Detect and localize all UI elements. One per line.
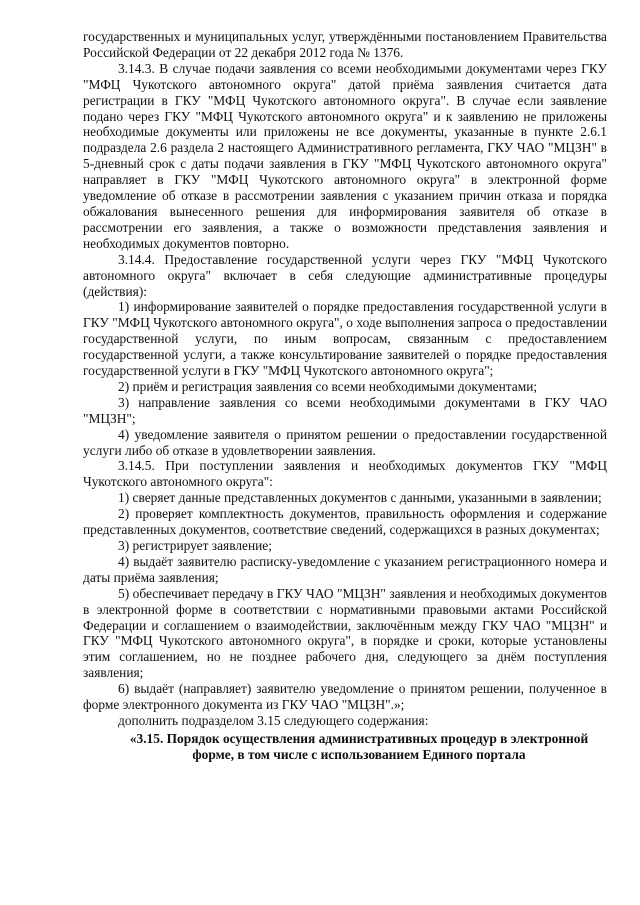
list-item-3-14-5-6: 6) выдаёт (направляет) заявителю уведомление о принятом решении, полученное в форме электронного документа из ГКУ ЧАО "МЦЗН".»; bbox=[83, 681, 607, 713]
list-item-3-14-5-2: 2) проверяет комплектность документов, правильность оформления и содержание представленных документов, соответствие сведений, содержащихся в разных документах; bbox=[83, 506, 607, 538]
section-heading-3-15: «3.15. Порядок осуществления административных процедур в электронной форме, в том числе с использованием Единого портала bbox=[129, 730, 589, 762]
list-item-3-14-5-5: 5) обеспечивает передачу в ГКУ ЧАО "МЦЗН" заявления и необходимых документов в электронной форме в соответствии с нормативными правовыми актами Российской Федерации и соглашением о взаимодействии, заключённым между ГКУ ЧАО "МЦЗН" и ГКУ "МФЦ Чукотского автономного округа", в порядке и сроки, которые установлены этим соглашением, но не позднее рабочего дня, следующего за днём поступления заявления; bbox=[83, 585, 607, 681]
paragraph-3-14-5: 3.14.5. При поступлении заявления и необходимых документов ГКУ "МФЦ Чукотского автономного округа": bbox=[83, 458, 607, 490]
document-page bbox=[83, 29, 607, 763]
list-item-3-14-5-4: 4) выдаёт заявителю расписку-уведомление с указанием регистрационного номера и даты приёма заявления; bbox=[83, 553, 607, 585]
list-item-3-14-5-1: 1) сверяет данные представленных документов с данными, указанными в заявлении; bbox=[118, 490, 602, 506]
amendment-instruction: дополнить подразделом 3.15 следующего содержания: bbox=[118, 712, 429, 728]
list-item-3-14-4-4: 4) уведомление заявителя о принятом решении о предоставлении государственной услуги либо об отказе в удовлетворении заявления. bbox=[83, 426, 607, 458]
list-item-3-14-4-1: 1) информирование заявителей о порядке предоставления государственной услуги в ГКУ "МФЦ Чукотского автономного округа", о ходе выполнения запроса о предоставлении государственной услуги, по иным вопросам, связанным с предоставлением государственной услуги, а также консультирование заявителей о порядке предоставления государственной услуги в ГКУ "МФЦ Чукотского автономного округа"; bbox=[83, 299, 607, 379]
paragraph-3-14-3: 3.14.3. В случае подачи заявления со всеми необходимыми документами через ГКУ "МФЦ Чукотского автономного округа" датой приёма заявления считается дата регистрации в ГКУ "МФЦ Чукотского автономного округа". В случае если заявление подано через ГКУ "МФЦ Чукотского автономного округа" и к заявлению не приложены необходимые документы или приложены не все документы, указанные в пункте 2.6.1 подраздела 2.6 раздела 2 настоящего Административного регламента, ГКУ ЧАО "МЦЗН" в 5-дневный срок с даты подачи заявления в ГКУ "МФЦ Чукотского автономного округа" направляет в ГКУ "МФЦ Чукотского автономного округа" в электронной форме уведомление об отказе в рассмотрении заявления с указанием причин отказа и порядка обжалования вынесенного решения для информирования заявителя об отказе в рассмотрении его заявления, а также о возможности представления заявления и необходимых документов повторно. bbox=[83, 60, 607, 251]
list-item-3-14-4-2: 2) приём и регистрация заявления со всеми необходимыми документами; bbox=[118, 378, 538, 394]
paragraph-3-14-4: 3.14.4. Предоставление государственной услуги через ГКУ "МФЦ Чукотского автономного округа" включает в себя следующие административные процедуры (действия): bbox=[83, 251, 607, 299]
list-item-3-14-5-3: 3) регистрирует заявление; bbox=[118, 538, 272, 553]
paragraph-continuation: государственных и муниципальных услуг, утверждёнными постановлением Правительства Российской Федерации от 22 декабря 2012 года № 1376. bbox=[83, 29, 607, 60]
list-item-3-14-4-3: 3) направление заявления со всеми необходимыми документами в ГКУ ЧАО "МЦЗН"; bbox=[83, 394, 607, 426]
